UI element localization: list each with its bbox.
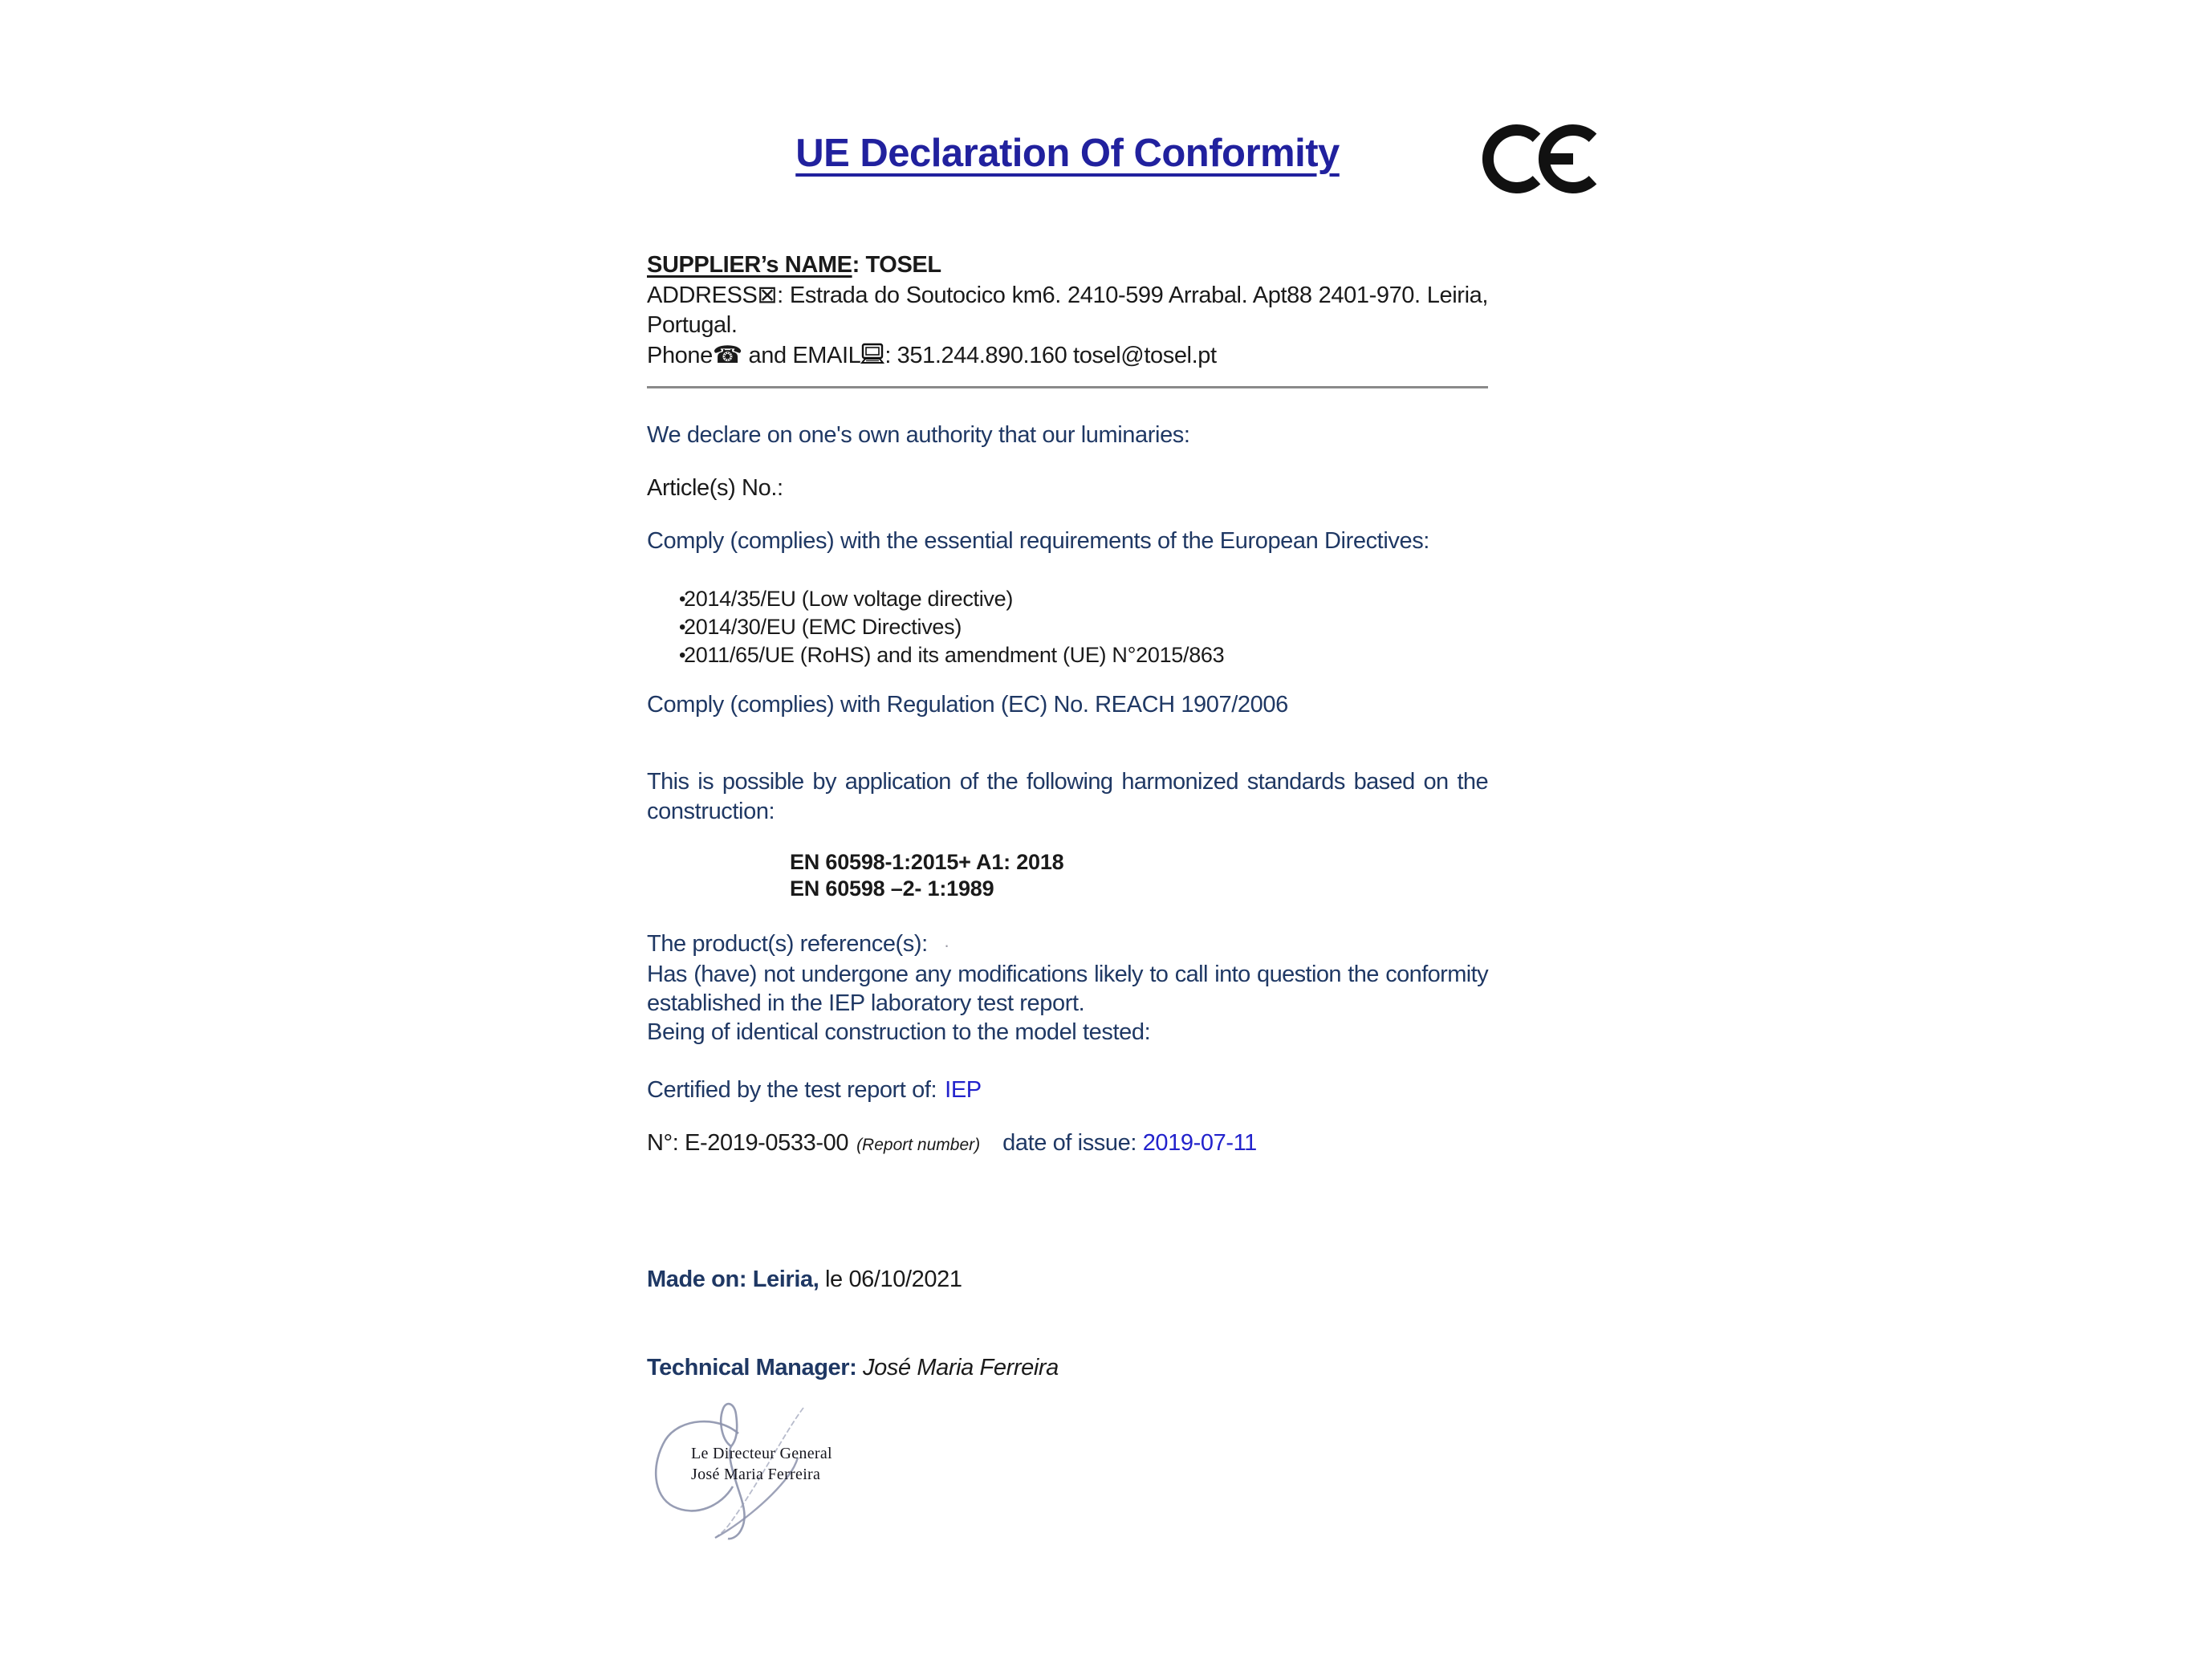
comply-reach-line: Comply (complies) with Regulation (EC) No. REACH 1907/2006: [647, 692, 1288, 718]
comply-directives-line: Comply (complies) with the essential requirements of the European Directives:: [647, 528, 1429, 554]
certified-value: IEP: [945, 1077, 982, 1103]
technical-manager-line: [647, 1353, 1488, 1383]
page-title: [647, 131, 1488, 176]
envelope-box-icon: ⊠: [757, 281, 778, 309]
supplier-address-line-2: Portugal.: [647, 312, 738, 338]
supplier-address-line: [647, 280, 1488, 311]
made-on-value: le 06/10/2021: [819, 1267, 962, 1292]
bullet-icon: •: [679, 616, 686, 638]
supplier-name-label: SUPPLIER’s NAME: [647, 252, 852, 278]
bullet-icon: •: [679, 588, 686, 610]
signature-title: Le Directeur General: [691, 1445, 832, 1462]
directives-list: [647, 585, 1488, 669]
standard-line: EN 60598-1:2015+ A1: 2018: [790, 850, 1064, 874]
list-item: [647, 613, 1488, 641]
manager-value: José Maria Ferreira: [856, 1355, 1059, 1380]
report-line: [647, 1128, 1488, 1160]
bullet-icon: •: [679, 644, 686, 666]
signature-block: [638, 1398, 834, 1563]
declaration-intro: We declare on one's own authority that our luminaries:: [647, 422, 1190, 448]
made-on-label: Made on: Leiria,: [647, 1267, 819, 1292]
product-reference-text: The product(s) reference(s):: [647, 931, 928, 957]
email-label: and EMAIL: [742, 343, 861, 368]
list-item: [647, 585, 1488, 613]
product-reference-line: [647, 929, 1488, 960]
harmonized-intro: [647, 767, 1488, 827]
report-number-hint: (Report number): [856, 1136, 981, 1154]
harmonized-line-1: This is possible by application of the following harmonized standards based on the: [647, 769, 1488, 795]
standards-block: [647, 849, 1488, 902]
supplier-contact-line: [647, 340, 1488, 371]
directive-text: 2014/30/EU (EMC Directives): [684, 615, 962, 639]
report-number: N°: E-2019-0533-00: [647, 1130, 849, 1156]
harmonized-line-2: construction:: [647, 799, 775, 824]
computer-icon: [860, 343, 884, 368]
signature-text: [691, 1443, 832, 1485]
supplier-name-line: [647, 250, 1488, 280]
issue-label: date of issue:: [1002, 1130, 1137, 1156]
stray-mark: ·: [943, 935, 949, 955]
product-note-line-1: Has (have) not undergone any modifications likely to call into question the conformity: [647, 962, 1488, 987]
product-note-line-3: Being of identical construction to the model tested:: [647, 1019, 1151, 1045]
list-item: [647, 641, 1488, 669]
certified-line: [647, 1076, 1488, 1105]
certified-label: Certified by the test report of:: [647, 1077, 937, 1103]
product-note-line-2: established in the IEP laboratory test report.: [647, 990, 1085, 1016]
contact-value: : 351.244.890.160 tosel@tosel.pt: [884, 343, 1217, 368]
divider-rule: [647, 386, 1488, 388]
supplier-name-value: : TOSEL: [852, 252, 941, 278]
address-label: ADDRESS: [647, 283, 758, 308]
manager-label: Technical Manager:: [647, 1355, 857, 1380]
made-on-line: [647, 1265, 1488, 1295]
product-reference-block: [647, 929, 1488, 1047]
articles-label: Article(s) No.:: [647, 475, 783, 501]
supplier-block: [647, 250, 1488, 371]
page-title-text: UE Declaration Of Conformity: [795, 132, 1340, 175]
phone-label: Phone: [647, 343, 713, 368]
address-value: : Estrada do Soutocico km6. 2410-599 Arrabal. Apt88 2401-970. Leiria,: [777, 283, 1488, 308]
issue-date: 2019-07-11: [1142, 1130, 1257, 1156]
signature-name: José Maria Ferreira: [691, 1466, 821, 1483]
directive-text: 2011/65/UE (RoHS) and its amendment (UE) N°2015/863: [684, 643, 1225, 667]
directive-text: 2014/35/EU (Low voltage directive): [684, 587, 1014, 611]
telephone-icon: ☎: [712, 341, 742, 369]
ce-mark-icon: [1481, 119, 1601, 203]
standard-line: EN 60598 –2- 1:1989: [790, 876, 994, 901]
